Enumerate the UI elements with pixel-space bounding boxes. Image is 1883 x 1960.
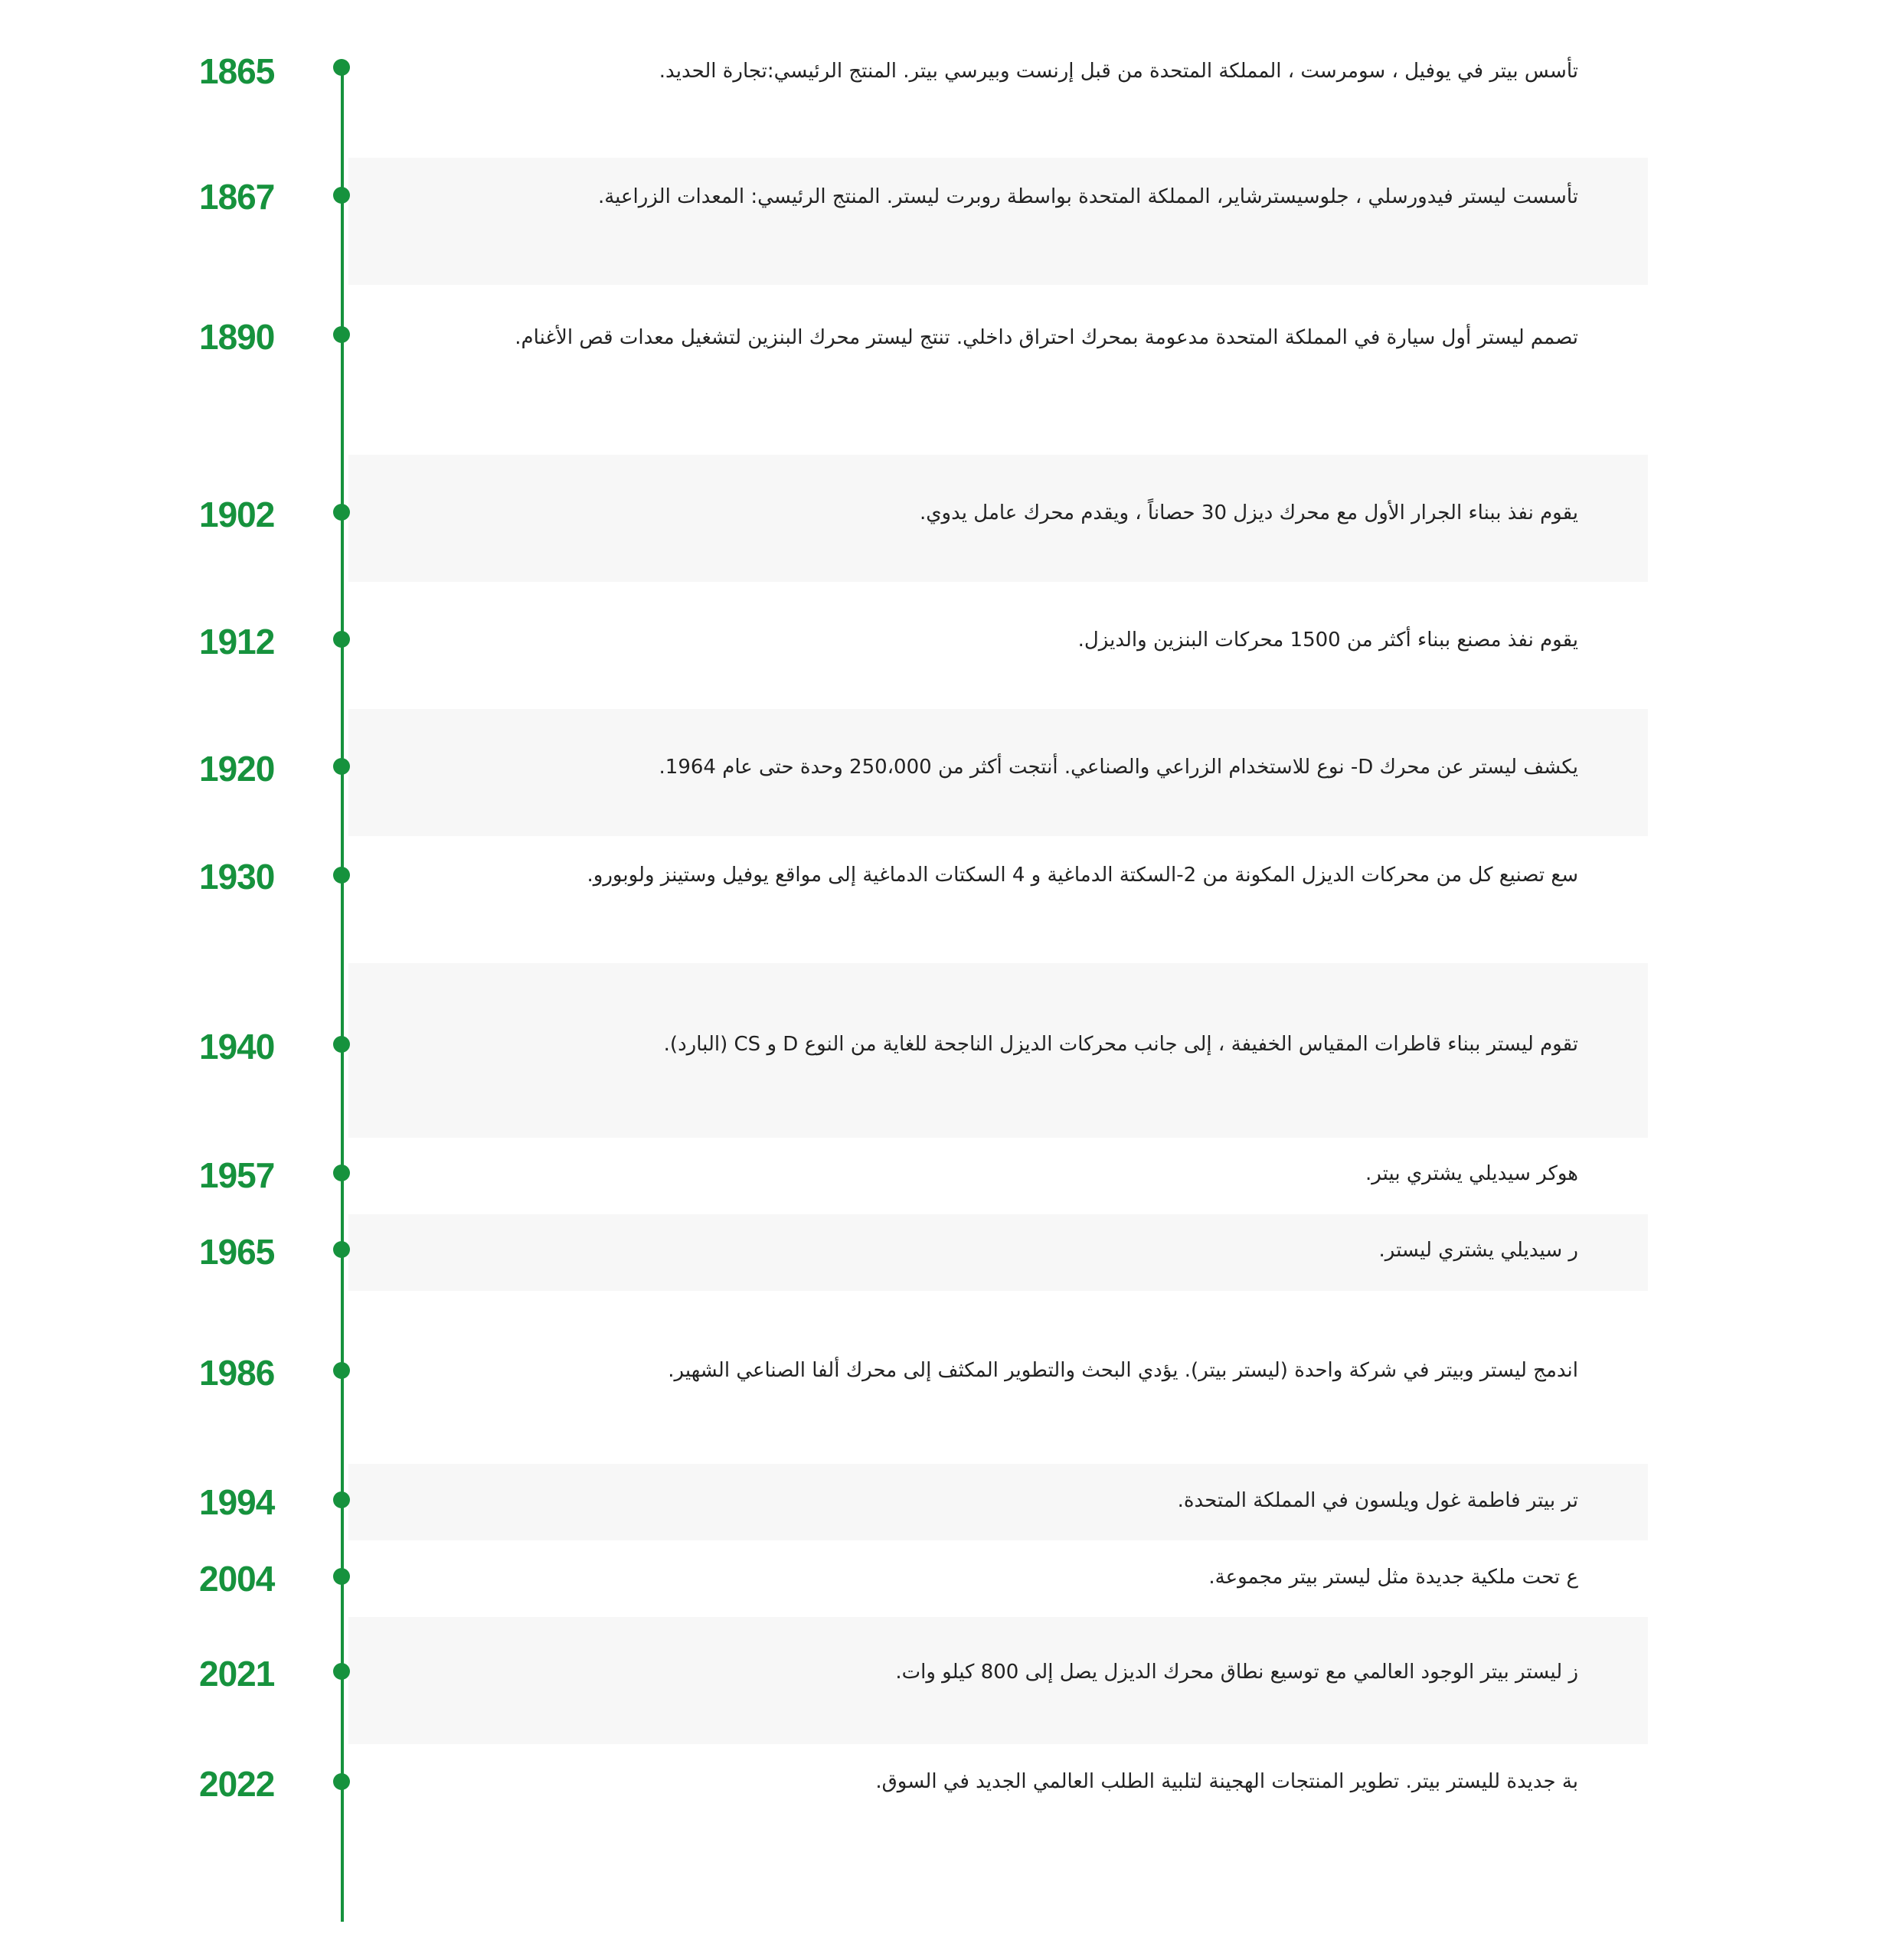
timeline-dot-icon <box>333 1036 350 1053</box>
timeline-row-1865 <box>0 31 1883 158</box>
event-description: اندمج ليستر وبيتر في شركة واحدة (ليستر بيتر). يؤدي البحث والتطوير المكثف إلى محرك ألفا الصناعي الشهير. <box>668 1359 1578 1382</box>
timeline-row-2004 <box>0 1540 1883 1617</box>
timeline-row-1940 <box>0 963 1883 1138</box>
timeline-row-1930 <box>0 836 1883 963</box>
timeline-dot-icon <box>333 187 350 204</box>
timeline-row-1994 <box>0 1464 1883 1540</box>
event-year: 1930 <box>199 857 275 897</box>
event-year: 1902 <box>199 495 275 534</box>
timeline-dot-icon <box>333 504 350 521</box>
row-background <box>348 285 1648 455</box>
event-description: سع تصنيع كل من محركات الديزل المكونة من 2-السكتة الدماغية و 4 السكتات الدماغية إلى مواقع يوفيل وستينز ولوبورو. <box>587 864 1578 887</box>
timeline-dot-icon <box>333 1663 350 1680</box>
timeline-row-2021 <box>0 1617 1883 1744</box>
event-year: 1965 <box>199 1232 275 1272</box>
timeline-row-2022 <box>0 1744 1883 1871</box>
event-year: 1867 <box>199 177 275 217</box>
event-year: 1912 <box>199 622 275 662</box>
timeline-dot-icon <box>333 1491 350 1508</box>
timeline-dot-icon <box>333 758 350 775</box>
timeline-row-1912 <box>0 582 1883 709</box>
timeline-row-1986 <box>0 1291 1883 1464</box>
event-year: 1865 <box>199 51 275 91</box>
event-description: تأسس بيتر في يوفيل ، سومرست ، المملكة المتحدة من قبل إرنست وبيرسي بيتر. المنتج الرئيسي:تجارة الحديد. <box>659 60 1578 83</box>
timeline-dot-icon <box>333 867 350 884</box>
timeline-dot-icon <box>333 1362 350 1379</box>
event-description: يقوم نفذ ببناء الجرار الأول مع محرك ديزل 30 حصاناً ، ويقدم محرك عامل يدوي. <box>919 501 1578 524</box>
timeline-dot-icon <box>333 1241 350 1258</box>
event-year: 1994 <box>199 1482 275 1522</box>
event-description: ز ليستر بيتر الوجود العالمي مع توسيع نطاق محرك الديزل يصل إلى 800 كيلو وات. <box>895 1661 1578 1684</box>
event-year: 1957 <box>199 1155 275 1195</box>
event-description: تقوم ليستر ببناء قاطرات المقياس الخفيفة ، إلى جانب محركات الديزل الناجحة للغاية من النوع D و CS (البارد). <box>663 1033 1578 1056</box>
timeline-dot-icon <box>333 1165 350 1181</box>
event-description: هوكر سيديلي يشتري بيتر. <box>1365 1162 1578 1185</box>
event-year: 2004 <box>199 1559 275 1599</box>
event-year: 1940 <box>199 1027 275 1067</box>
timeline-dot-icon <box>333 326 350 343</box>
event-year: 1920 <box>199 749 275 789</box>
timeline-row-1920 <box>0 709 1883 836</box>
event-year: 1986 <box>199 1353 275 1393</box>
timeline-dot-icon <box>333 1773 350 1790</box>
event-description: تصمم ليستر أول سيارة في المملكة المتحدة مدعومة بمحرك احتراق داخلي. تنتج ليستر محرك البنزين لتشغيل معدات قص الأغنام. <box>515 326 1578 349</box>
event-description: يكشف ليستر عن محرك D- نوع للاستخدام الزراعي والصناعي. أنتجت أكثر من 250،000 وحدة حتى عام 1964. <box>659 756 1578 779</box>
timeline-row-1867 <box>0 158 1883 285</box>
timeline-dot-icon <box>333 1568 350 1585</box>
event-year: 1890 <box>199 317 275 357</box>
timeline-row-1957 <box>0 1138 1883 1214</box>
timeline-dot-icon <box>333 631 350 648</box>
event-description: بة جديدة لليستر بيتر. تطوير المنتجات الهجينة لتلبية الطلب العالمي الجديد في السوق. <box>875 1770 1578 1793</box>
event-description: تر بيتر فاطمة غول ويلسون في المملكة المتحدة. <box>1177 1489 1578 1512</box>
timeline-row-1965 <box>0 1214 1883 1291</box>
timeline-dot-icon <box>333 59 350 76</box>
timeline-row-1890 <box>0 285 1883 455</box>
event-description: ر سيديلي يشتري ليستر. <box>1378 1239 1578 1262</box>
event-description: تأسست ليستر فيدورسلي ، جلوسيسترشاير، المملكة المتحدة بواسطة روبرت ليستر. المنتج الرئيسي: المعدات الزراعية. <box>597 185 1578 208</box>
event-description: ع تحت ملكية جديدة مثل ليستر بيتر مجموعة. <box>1208 1566 1578 1589</box>
event-year: 2022 <box>199 1764 275 1804</box>
event-description: يقوم نفذ مصنع ببناء أكثر من 1500 محركات البنزين والديزل. <box>1077 629 1578 652</box>
timeline-row-1902 <box>0 455 1883 582</box>
event-year: 2021 <box>199 1654 275 1694</box>
